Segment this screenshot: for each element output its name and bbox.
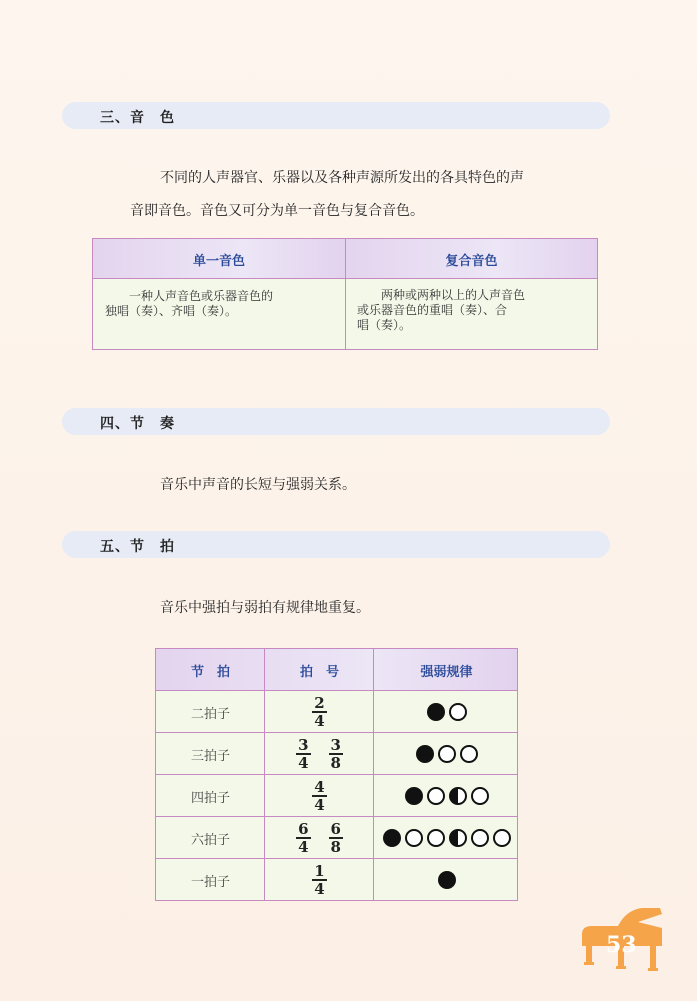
time-signature bbox=[329, 738, 343, 770]
beat-pattern bbox=[374, 775, 519, 817]
strong-beat-icon bbox=[405, 787, 423, 805]
page-number-badge bbox=[578, 906, 666, 976]
meter-name: 六拍子 bbox=[190, 833, 230, 848]
weak-beat-icon bbox=[494, 830, 510, 846]
weak-beat-icon bbox=[439, 746, 455, 762]
weak-beat-icon bbox=[428, 830, 444, 846]
meter-row bbox=[156, 775, 517, 817]
time-signature-cell bbox=[265, 780, 374, 812]
beat-pattern-graphic bbox=[403, 784, 491, 808]
weak-beat-icon bbox=[428, 788, 444, 804]
time-signature-denominator: 8 bbox=[330, 838, 341, 856]
time-signature-denominator: 4 bbox=[298, 838, 309, 856]
table-divider bbox=[373, 649, 374, 900]
beat-pattern bbox=[374, 733, 519, 775]
weak-beat-icon bbox=[472, 830, 488, 846]
time-signature bbox=[329, 822, 343, 854]
beat-pattern bbox=[374, 817, 519, 859]
timbre-paragraph-line2: 音即音色。音色又可分为单一音色与复合音色。 bbox=[130, 203, 424, 219]
strong-beat-icon bbox=[438, 871, 456, 889]
meter-header-pattern: 强弱规律 bbox=[420, 665, 473, 680]
time-signature-numerator: 4 bbox=[314, 778, 325, 796]
cell-line: 唱（奏）。 bbox=[357, 318, 412, 332]
section-header-meter bbox=[62, 531, 610, 558]
table-divider bbox=[264, 649, 265, 900]
cell-line: 独唱（奏）、齐唱（奏）。 bbox=[105, 304, 238, 318]
meter-paragraph: 音乐中强拍与弱拍有规律地重复。 bbox=[160, 600, 370, 616]
strong-beat-icon bbox=[416, 745, 434, 763]
time-signature-numerator: 3 bbox=[330, 736, 341, 754]
meter-name: 一拍子 bbox=[190, 875, 230, 890]
medium-beat-icon bbox=[450, 788, 466, 804]
beat-pattern-graphic bbox=[381, 826, 513, 850]
meter-name: 二拍子 bbox=[190, 707, 230, 722]
weak-beat-icon bbox=[472, 788, 488, 804]
time-signature-numerator: 1 bbox=[314, 862, 325, 880]
meter-name: 三拍子 bbox=[190, 749, 230, 764]
meter-row bbox=[156, 691, 517, 733]
section-title: 四、节 奏 bbox=[100, 416, 175, 432]
cell-line: 或乐器音色的重唱（奏）、合 bbox=[357, 303, 508, 317]
strong-beat-icon bbox=[383, 829, 401, 847]
timbre-cell-compound bbox=[357, 288, 589, 333]
time-signature bbox=[312, 696, 326, 728]
beat-pattern bbox=[374, 859, 519, 901]
time-signature bbox=[296, 822, 310, 854]
time-signature bbox=[312, 780, 326, 812]
meter-header-signature: 拍 号 bbox=[299, 665, 339, 680]
time-signature-denominator: 4 bbox=[314, 880, 325, 898]
weak-beat-icon bbox=[406, 830, 422, 846]
time-signature-cell bbox=[265, 696, 374, 728]
meter-header-meter: 节 拍 bbox=[190, 665, 230, 680]
time-signature-numerator: 6 bbox=[330, 820, 341, 838]
meter-table bbox=[155, 648, 518, 901]
timbre-header-label: 复合音色 bbox=[445, 254, 498, 269]
page-number: 53 bbox=[606, 932, 637, 958]
time-signature-denominator: 4 bbox=[314, 712, 325, 730]
strong-beat-icon bbox=[427, 703, 445, 721]
time-signature-cell bbox=[265, 738, 374, 770]
meter-row bbox=[156, 733, 517, 775]
meter-row bbox=[156, 859, 517, 901]
cell-line: 两种或两种以上的人声音色 bbox=[357, 288, 526, 302]
beat-pattern-graphic bbox=[436, 868, 458, 892]
time-signature bbox=[312, 864, 326, 896]
medium-beat-icon bbox=[450, 830, 466, 846]
timbre-table bbox=[92, 238, 598, 350]
timbre-header-label: 单一音色 bbox=[192, 254, 245, 269]
timbre-cell-single bbox=[105, 289, 337, 319]
meter-name: 四拍子 bbox=[190, 791, 230, 806]
beat-pattern bbox=[374, 691, 519, 733]
beat-pattern-graphic bbox=[414, 742, 480, 766]
time-signature-numerator: 2 bbox=[314, 694, 325, 712]
beat-pattern-graphic bbox=[425, 700, 469, 724]
weak-beat-icon bbox=[461, 746, 477, 762]
cell-line: 一种人声音色或乐器音色的 bbox=[105, 289, 274, 303]
section-header-timbre bbox=[62, 102, 610, 129]
weak-beat-icon bbox=[450, 704, 466, 720]
section-title: 五、节 拍 bbox=[100, 539, 175, 555]
time-signature-numerator: 3 bbox=[298, 736, 309, 754]
time-signature-numerator: 6 bbox=[298, 820, 309, 838]
meter-row bbox=[156, 817, 517, 859]
section-header-rhythm bbox=[62, 408, 610, 435]
time-signature-denominator: 4 bbox=[314, 796, 325, 814]
time-signature-cell bbox=[265, 822, 374, 854]
rhythm-paragraph: 音乐中声音的长短与强弱关系。 bbox=[160, 477, 356, 493]
timbre-paragraph-line1: 不同的人声器官、乐器以及各种声源所发出的各具特色的声 bbox=[160, 170, 524, 186]
time-signature-denominator: 8 bbox=[330, 754, 341, 772]
timbre-header-single bbox=[93, 239, 345, 279]
table-divider bbox=[345, 239, 346, 349]
section-title: 三、音 色 bbox=[100, 110, 175, 126]
meter-header-row bbox=[156, 649, 517, 691]
time-signature-denominator: 4 bbox=[298, 754, 309, 772]
time-signature bbox=[296, 738, 310, 770]
time-signature-cell bbox=[265, 864, 374, 896]
timbre-header-compound bbox=[346, 239, 597, 279]
